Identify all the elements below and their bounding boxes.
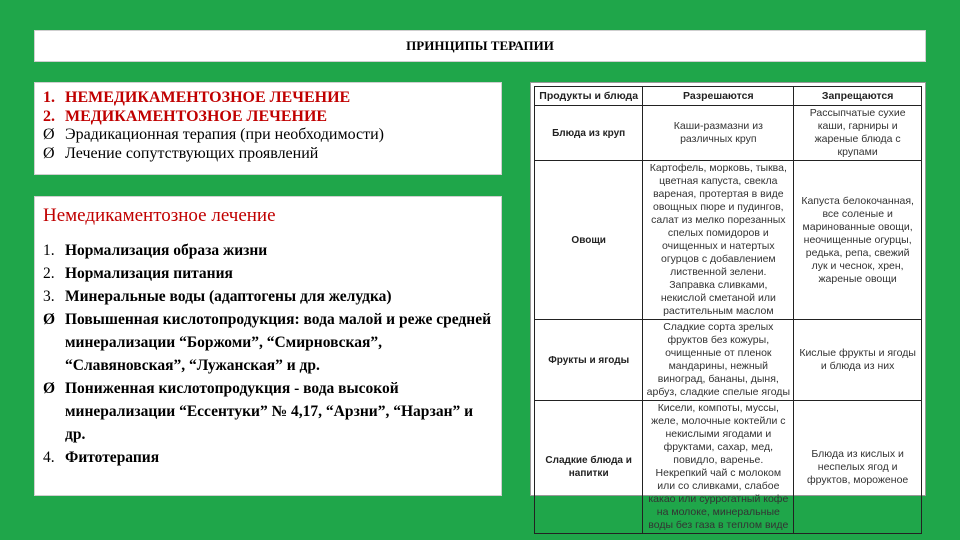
arrow-bullet-icon: Ø <box>43 126 55 143</box>
arrow-bullet-icon: Ø <box>43 380 56 397</box>
list-item-text: Пониженная кислотопродукция - вода высокой минерализации “Ессентуки” № 4,17, “Арзни”, “Нарзан” и др. <box>65 380 474 443</box>
list-marker: 1. <box>43 89 55 106</box>
list-item-text: Лечение сопутствующих проявлений <box>65 144 319 162</box>
list-item-text: НЕМЕДИКАМЕНТОЗНОЕ ЛЕЧЕНИЕ <box>65 89 351 106</box>
list-item <box>43 89 493 108</box>
column-header-products: Продукты и блюда <box>535 87 643 106</box>
diet-table-container <box>530 82 926 531</box>
list-item <box>43 377 493 446</box>
arrow-bullet-icon: Ø <box>43 311 56 328</box>
list-item-text: Фитотерапия <box>65 449 160 466</box>
list-marker: 2. <box>43 265 55 282</box>
list-item-text: Минеральные воды (адаптогены для желудка) <box>65 288 392 305</box>
arrow-bullet-icon: Ø <box>43 144 55 162</box>
list-item <box>43 285 493 308</box>
list-item <box>43 262 493 285</box>
table-cell-forbidden: Блюда из кислых и неспелых ягод и фруктов, мороженое <box>794 401 922 534</box>
table-cell-allowed: Картофель, морковь, тыква, цветная капуста, свекла вареная, протертая в виде овощных пюре и пудингов, салат из мелко порезанных спелых помидоров и очищенных и натертых огурцов с добавлением лиственной зелени. Заправка сливками, некислой сметаной или растительным маслом <box>643 161 794 320</box>
list-item <box>43 308 493 377</box>
list-item-text: Нормализация питания <box>65 265 233 282</box>
table-cell-allowed: Кисели, компоты, муссы, желе, молочные коктейли с некислыми ягодами и фруктами, сахар, мед, повидло, варенье. Некрепкий чай с молоком или со сливками, слабое какао или суррогатный кофе на молоке, минеральные воды без газа в теплом виде <box>643 401 794 534</box>
table-row <box>535 320 922 401</box>
table-cell-category: Сладкие блюда и напитки <box>535 401 643 534</box>
list-item <box>43 145 493 164</box>
table-cell-category: Фрукты и ягоды <box>535 320 643 401</box>
list-item <box>43 126 493 145</box>
non-drug-treatment-box <box>34 196 502 496</box>
section-heading: Немедикаментозное лечение <box>43 205 276 226</box>
list-item <box>43 108 493 127</box>
page-title: ПРИНЦИПЫ ТЕРАПИИ <box>34 30 926 62</box>
list-item-text: МЕДИКАМЕНТОЗНОЕ ЛЕЧЕНИЕ <box>65 107 328 125</box>
diet-table <box>534 86 922 534</box>
column-header-allowed: Разрешаются <box>643 87 794 106</box>
list-item-text: Эрадикационная терапия (при необходимости) <box>65 126 384 143</box>
table-cell-allowed: Каши-размазни из различных круп <box>643 106 794 161</box>
therapy-overview-box <box>34 82 502 175</box>
table-cell-forbidden: Капуста белокочанная, все соленые и маринованные овощи, неочищенные огурцы, редька, репа, свежий лук и чеснок, хрен, жареные овощи <box>794 161 922 320</box>
column-header-forbidden: Запрещаются <box>794 87 922 106</box>
list-item-text: Нормализация образа жизни <box>65 242 268 259</box>
table-row <box>535 401 922 534</box>
table-row <box>535 106 922 161</box>
list-marker: 1. <box>43 242 55 259</box>
table-cell-allowed: Сладкие сорта зрелых фруктов без кожуры, очищенные от пленок мандарины, нежный виноград, бананы, дыня, арбуз, сладкие спелые ягоды <box>643 320 794 401</box>
list-item <box>43 446 493 469</box>
list-marker: 2. <box>43 107 55 125</box>
list-marker: 4. <box>43 449 55 466</box>
list-marker: 3. <box>43 288 55 305</box>
table-row <box>535 161 922 320</box>
table-cell-forbidden: Кислые фрукты и ягоды и блюда из них <box>794 320 922 401</box>
table-cell-forbidden: Рассыпчатые сухие каши, гарниры и жареные блюда с крупами <box>794 106 922 161</box>
table-header-row <box>535 87 922 106</box>
list-item-text: Повышенная кислотопродукция: вода малой и реже средней минерализации “Боржоми”, “Смирновская”, “Славяновская”, “Лужанская” и др. <box>65 311 492 374</box>
table-cell-category: Блюда из круп <box>535 106 643 161</box>
list-item <box>43 239 493 262</box>
table-cell-category: Овощи <box>535 161 643 320</box>
